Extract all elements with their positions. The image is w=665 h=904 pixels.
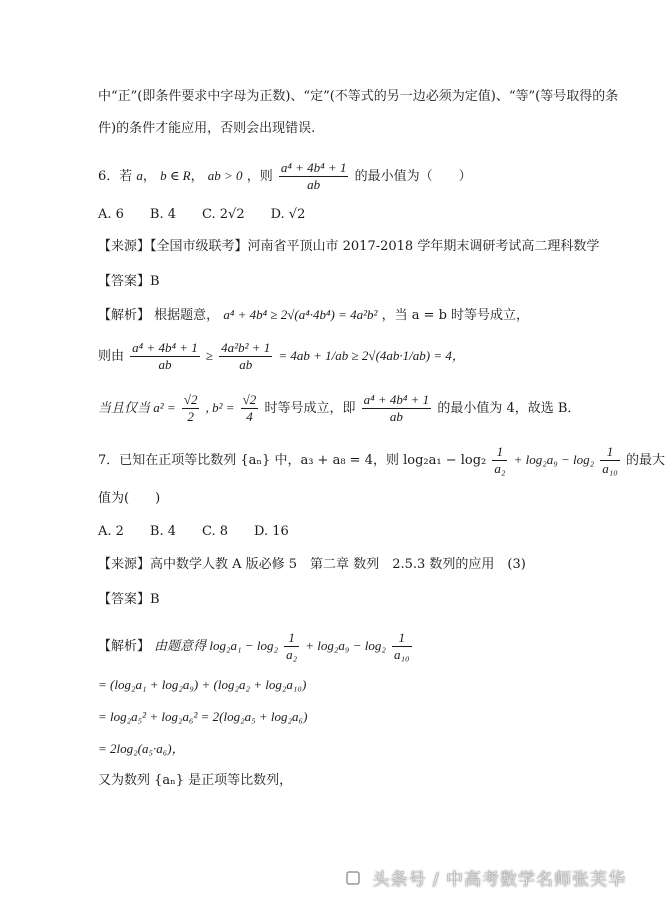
watermark-text: 头条号 / 中高考数学名师张芙华 (372, 870, 626, 890)
q6-a2-geq: ≥ (205, 348, 214, 363)
q6-a3-tail: 的最小值为 4，故选 B． (437, 401, 581, 416)
q7-af2-den: a₁₀ (394, 647, 410, 662)
q7-frac-2 (600, 444, 620, 477)
q7-stem-line-2: 值为( ) (98, 491, 161, 506)
q6-a2-rest: = 4ab + 1/ab ≥ 2√(4ab·1/ab) = 4， (278, 348, 465, 363)
q7-f1-num: 1 (492, 444, 507, 461)
q6-a2-f1-den: ab (158, 357, 172, 372)
q7-analysis-label: 【解析】 (98, 639, 151, 654)
q6-a3-lead: 当且仅当 a² = (98, 400, 176, 415)
q7-af2-num: 1 (392, 630, 412, 647)
q6-a3-f3-den: ab (389, 409, 403, 424)
q6-cond-ab: ab > 0 (207, 168, 243, 183)
q6-a3-f3-num: a⁴ + 4b⁴ + 1 (363, 392, 430, 407)
q6-analysis-text: 根据题意， (154, 308, 220, 323)
intro-line-1: 中“正”(即条件要求中字母为正数)、“定”(不等式的另一边必须为定值)、“等”(等号取得的条 (98, 89, 619, 104)
q7-source: 【来源】高中数学人教 A 版必修 5 第二章 数列 2.5.3 数列的应用 (3) (98, 557, 526, 572)
q7-analysis-frac-2 (392, 630, 412, 663)
q7-step-2: = log₂a₅² + log₂a₆² = 2(log₂a₅ + log₂a₆) (98, 709, 308, 724)
q6-cond-b: b ∈ R (160, 168, 191, 183)
q6-then: ，则 (246, 169, 273, 184)
q7-af1-den: a₂ (286, 647, 298, 662)
q6-a2-f1-num: a⁴ + 4b⁴ + 1 (132, 340, 198, 355)
watermark (346, 865, 626, 890)
toutiao-icon (346, 870, 360, 890)
q6-cond-a: a (136, 168, 143, 183)
q6-a3-f2-den: 4 (246, 409, 253, 424)
q6-a3-f1-num: √2 (183, 392, 198, 407)
q6-analysis-label: 【解析】 (98, 308, 151, 323)
q6-a2-f2-num: 4a²b² + 1 (221, 340, 271, 355)
q6-analysis-3 (98, 392, 580, 425)
q6-a3-text: 时等号成立，即 (264, 401, 356, 416)
q7-stem-prefix: 7．已知在正项等比数列 {aₙ} 中，a₃ + a₈ = 4，则 log₂a₁ − log₂ (98, 453, 487, 468)
q6-analysis-1 (98, 306, 529, 325)
q7-step-1: = (log₂a₁ + log₂a₉) + (log₂a₂ + log₂a₁₀) (98, 677, 307, 692)
q7-f1-den: a₂ (494, 461, 506, 476)
q6-options: A. 6 B. 4 C. 2√2 D. √2 (98, 207, 306, 222)
q6-a2-f2-den: ab (239, 357, 253, 372)
q6-a3-frac-2 (241, 392, 259, 425)
q7-mid: + log₂a₉ − log₂ (513, 452, 595, 467)
q6-analysis-2 (98, 340, 465, 373)
q6-fraction (279, 160, 349, 193)
q7-stem (98, 444, 665, 477)
q6-frac-den: ab (307, 177, 321, 192)
q6-a2-frac-2 (219, 340, 272, 373)
q7-af1-num: 1 (284, 630, 299, 647)
q6-frac-num: a⁴ + 4b⁴ + 1 (280, 160, 347, 175)
q7-f2-num: 1 (600, 444, 620, 461)
q6-a3-f2-num: √2 (242, 392, 257, 407)
q6-stem-prefix: 6．若 (98, 169, 133, 184)
q6-a3-frac-1 (182, 392, 200, 425)
q7-analysis-frac-1 (284, 630, 299, 663)
q6-a2-lead: 则由 (98, 349, 125, 364)
q6-analysis-tail: ，当 a = b 时等号成立， (381, 308, 530, 323)
q6-answer: 【答案】B (98, 274, 160, 289)
q7-analysis-mid: + log₂a₉ − log₂ (305, 638, 386, 653)
q7-frac-1 (492, 444, 507, 477)
q6-a3-mid: , b² = (205, 400, 235, 415)
q7-step-4: 又为数列 {aₙ} 是正项等比数列， (98, 773, 293, 788)
q6-source: 【来源】【全国市级联考】河南省平顶山市 2017-2018 学年期末调研考试高二理科数学 (98, 239, 600, 254)
q7-answer: 【答案】B (98, 592, 160, 607)
q7-options: A. 2 B. 4 C. 8 D. 16 (98, 524, 289, 539)
q7-f2-den: a₁₀ (602, 461, 618, 476)
q7-analysis (98, 630, 414, 663)
intro-line-2: 件)的条件才能应用，否则会出现错误. (98, 121, 316, 136)
q7-tail: 的最大 (625, 453, 665, 468)
q6-tail: 的最小值为（ ） (354, 169, 472, 184)
q7-analysis-lead: 由题意得 log₂a₁ − log₂ (154, 638, 278, 653)
q6-a3-f1-den: 2 (187, 409, 194, 424)
q7-step-3: = 2log₂(a₅·a₆)， (98, 741, 185, 756)
q6-a2-frac-1 (130, 340, 200, 373)
q6-a3-frac-3 (362, 392, 432, 425)
q6-analysis-math: a⁴ + 4b⁴ ≥ 2√(a⁴·4b⁴) = 4a²b² (223, 307, 378, 322)
q6-stem: 6．若 a， b ∈ R， ab > 0 ，则 $\frac{\text{a⁴ + 4b⁴ + 1}}{ab}$ 的最小值为（ ） (98, 160, 472, 192)
